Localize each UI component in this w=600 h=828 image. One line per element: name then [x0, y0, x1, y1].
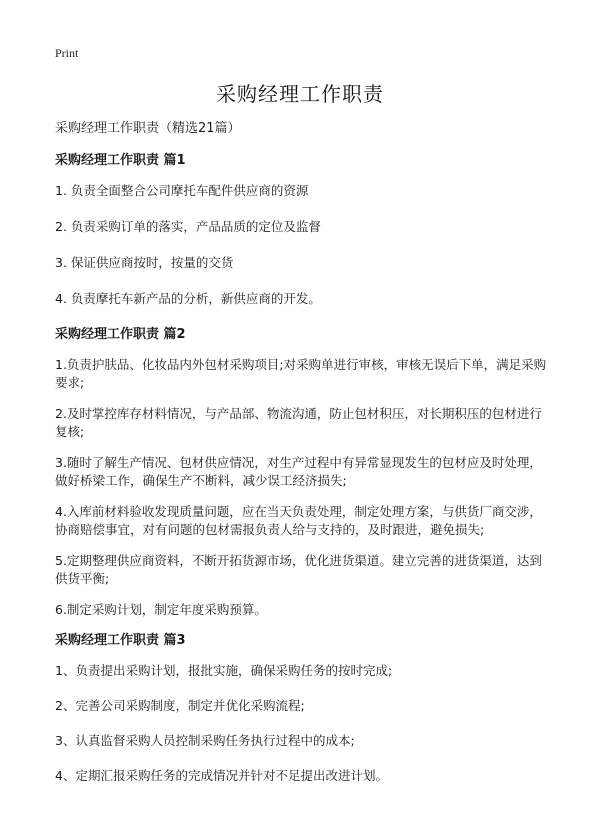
list-item: 3. 保证供应商按时，按量的交货 [55, 255, 234, 270]
list-item: 3.随时了解生产情况、包材供应情况，对生产过程中有异常显现发生的包材应及时处理，做好桥梁工作，确保生产不断料，减少误工经济损失; [55, 455, 542, 488]
section-2 [55, 326, 550, 619]
list-item: 1、负责提出采购计划，报批实施，确保采购任务的按时完成; [55, 663, 393, 678]
list-item: 4.入库前材料验收发现质量问题，应在当天负责处理，制定处理方案，与供货厂商交涉，协商赔偿事宜，对有问题的包材需报负责人给与支持的，及时跟进，避免损失; [55, 504, 542, 537]
list-item: 4. 负责摩托车新产品的分析，新供应商的开发。 [55, 291, 321, 306]
list-item: 2. 负责采购订单的落实，产品品质的定位及监督 [55, 219, 321, 234]
list-item: 1.负责护肤品、化妆品内外包材采购项目;对采购单进行审核，审核无误后下单，满足采购要求; [55, 357, 547, 390]
section-heading: 采购经理工作职责 篇1 [55, 153, 186, 168]
list-item: 2、完善公司采购制度，制定并优化采购流程; [55, 698, 305, 713]
list-item: 5.定期整理供应商资料，不断开拓货源市场，优化进货渠道。建立完善的进货渠道，达到供货平衡; [55, 553, 542, 586]
list-item: 3、认真监督采购人员控制采购任务执行过程中的成本; [55, 733, 355, 748]
section-3 [55, 632, 550, 785]
page-title: 采购经理工作职责 [216, 82, 384, 106]
print-label: Print [55, 46, 79, 60]
list-item: 1. 负责全面整合公司摩托车配件供应商的资源 [55, 183, 309, 198]
section-1 [55, 152, 550, 308]
list-item: 4、定期汇报采购任务的完成情况并针对不足提出改进计划。 [55, 768, 388, 783]
document-body [55, 120, 550, 802]
document-subtitle: 采购经理工作职责（精选21篇） [55, 121, 241, 136]
list-item: 2.及时掌控库存材料情况，与产品部、物流沟通，防止包材积压，对长期积压的包材进行复核; [55, 406, 542, 439]
section-heading: 采购经理工作职责 篇2 [55, 327, 186, 342]
section-heading: 采购经理工作职责 篇3 [55, 633, 186, 648]
list-item: 6.制定采购计划，制定年度采购预算。 [55, 602, 267, 617]
